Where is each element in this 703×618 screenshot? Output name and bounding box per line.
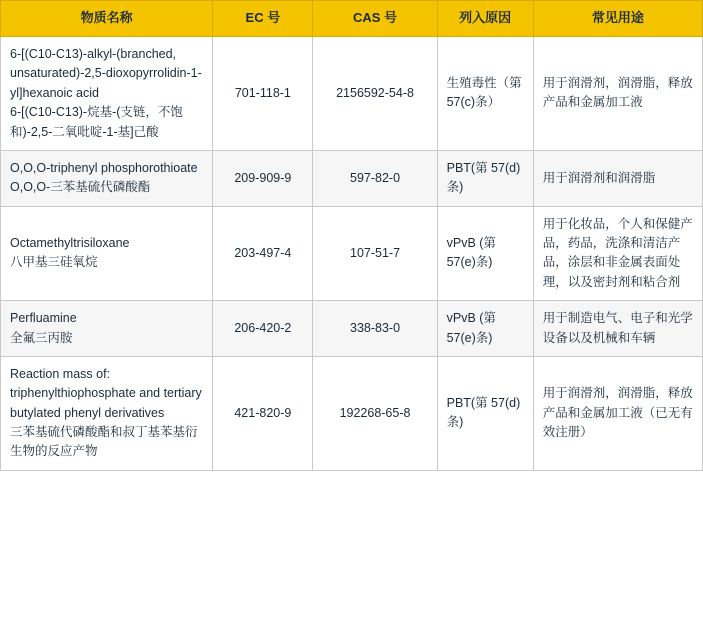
cell-substance-name <box>1 150 213 206</box>
cell-substance-name <box>1 301 213 357</box>
cell-reason: 生殖毒性（第 57(c)条） <box>437 37 533 151</box>
column-header-ec-number: EC 号 <box>213 1 313 37</box>
table-header <box>1 1 703 37</box>
cell-substance-name <box>1 206 213 301</box>
cell-cas-number: 107-51-7 <box>313 206 437 301</box>
cell-uses: 用于润滑剂，润滑脂，释放产品和金属加工液（已无有效注册） <box>533 356 702 470</box>
substance-name-line: Reaction mass of: triphenylthiophosphate and tertiary butylated phenyl derivatives <box>10 366 202 420</box>
cell-reason: PBT(第 57(d)条) <box>437 356 533 470</box>
cell-ec-number: 203-497-4 <box>213 206 313 301</box>
cell-uses: 用于润滑剂，润滑脂，释放产品和金属加工液 <box>533 37 702 151</box>
table-row <box>1 37 703 151</box>
substance-name-line: 6-[(C10-C13)-alkyl-(branched, <box>10 47 177 61</box>
table-row <box>1 356 703 470</box>
cell-uses: 用于化妆品，个人和保健产品，药品，洗涤和清洁产品，涂层和非金属表面处理，以及密封剂和粘合剂 <box>533 206 702 301</box>
substance-name-line-cn: O,O,O-三苯基硫代磷酸酯 <box>10 180 151 195</box>
substance-name-line: O,O,O-triphenyl phosphorothioate <box>10 160 198 175</box>
cell-cas-number: 338-83-0 <box>313 301 437 357</box>
cell-reason: PBT(第 57(d)条) <box>437 150 533 206</box>
substance-name-line-cn: 三苯基硫代磷酸酯和叔丁基苯基衍生物的反应产物 <box>10 425 198 459</box>
table-body <box>1 37 703 471</box>
cell-reason: vPvB (第 57(e)条) <box>437 301 533 357</box>
column-header-cas-number: CAS 号 <box>313 1 437 37</box>
column-header-reason: 列入原因 <box>437 1 533 37</box>
cell-ec-number: 421-820-9 <box>213 356 313 470</box>
cell-substance-name <box>1 37 213 151</box>
cell-cas-number: 2156592-54-8 <box>313 37 437 151</box>
substance-name-line-cn: 八甲基三硅氧烷 <box>10 255 98 270</box>
cell-ec-number: 209-909-9 <box>213 150 313 206</box>
table-row <box>1 150 703 206</box>
table-header-row <box>1 1 703 37</box>
substance-name-line: unsaturated)-2,5-dioxopyrrolidin-1-yl]hexanoic acid <box>10 66 202 100</box>
column-header-uses: 常见用途 <box>533 1 702 37</box>
substance-name-line: Perfluamine <box>10 311 77 326</box>
cell-uses: 用于润滑剂和润滑脂 <box>533 150 702 206</box>
cell-ec-number: 701-118-1 <box>213 37 313 151</box>
cell-cas-number: 192268-65-8 <box>313 356 437 470</box>
cell-ec-number: 206-420-2 <box>213 301 313 357</box>
cell-reason: vPvB (第 57(e)条) <box>437 206 533 301</box>
substance-name-line-cn: 6-[(C10-C13)-烷基-(支链，不饱和)-2,5-二氧吡啶-1-基]己酸 <box>10 105 183 139</box>
column-header-substance-name: 物质名称 <box>1 1 213 37</box>
cell-substance-name <box>1 356 213 470</box>
table-row <box>1 301 703 357</box>
cell-cas-number: 597-82-0 <box>313 150 437 206</box>
table-row <box>1 206 703 301</box>
cell-uses: 用于制造电气、电子和光学设备以及机械和车辆 <box>533 301 702 357</box>
substance-name-line: Octamethyltrisiloxane <box>10 236 130 250</box>
substance-name-line-cn: 全氟三丙胺 <box>10 330 73 345</box>
